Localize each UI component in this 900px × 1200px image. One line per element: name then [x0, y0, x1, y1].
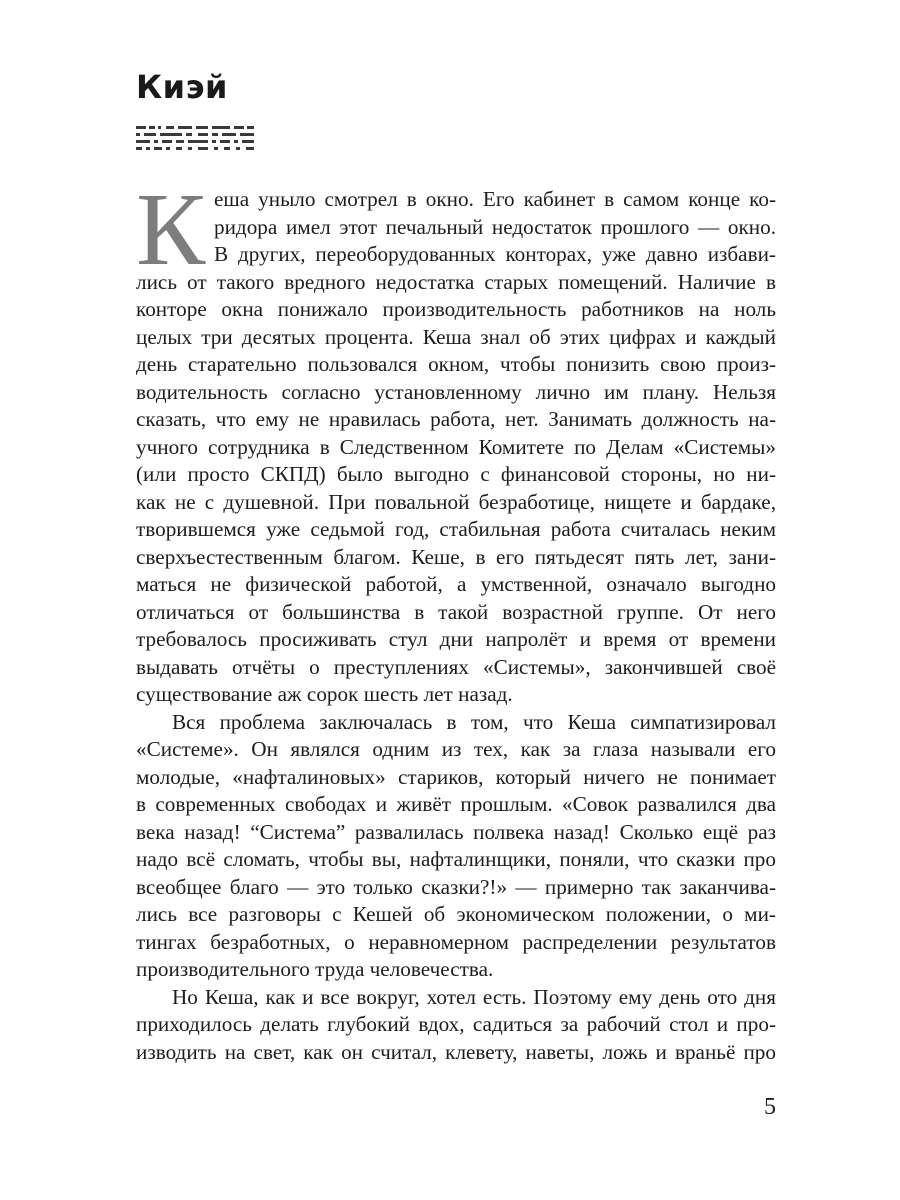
text-line: учного сотрудника в Следственном Комитете по Делам «Системы» [136, 434, 776, 459]
body-text [136, 186, 776, 1066]
text-line: (или просто СКПД) было выгодно с финансовой стороны, но ни- [136, 462, 776, 486]
text-line: производительного труда человечества. [136, 957, 494, 981]
drop-cap: К [136, 172, 206, 287]
text-line: целых три десятых процента. Кеша знал об этих цифрах и каждый [136, 324, 776, 349]
text-line: «Системе». Он являлся одним из тех, как за глаза называли его [136, 737, 776, 761]
text-line: требовалось просиживать стул дни напролёт и время от времени [136, 627, 776, 651]
paragraph-2 [136, 709, 776, 984]
text-line: выдавать отчёты о преступлениях «Системы», закончившей своё [136, 654, 776, 679]
text-line: надо всё сломать, чтобы вы, нафталинщики, поняли, что сказки про [136, 847, 776, 871]
text-line: маться не физической работой, а умственной, означало выгодно [136, 572, 776, 596]
text-line: в современных свободах и живёт прошлым. «Совок развалился два [136, 792, 776, 816]
text-line: как не с душевной. При повальной безработице, нищете и бардаке, [136, 489, 776, 514]
text-line: сверхъестественным благом. Кеше, в его пятьдесят пять лет, зани- [136, 544, 776, 569]
paragraph-3 [136, 984, 776, 1067]
text-line: творившемся уже седьмой год, стабильная работа считалась неким [136, 517, 776, 541]
text-line: лись все разговоры с Кешей об экономическом положении, о ми- [136, 902, 776, 926]
text-line: приходилось делать глубокий вдох, садиться за рабочий стол и про- [136, 1012, 776, 1036]
text-line: века назад! “Система” развалилась полвека назад! Сколько ещё раз [136, 819, 776, 844]
text-line: конторе окна понижало производительность работников на ноль [136, 297, 776, 321]
text-line: существование аж сорок шесть лет назад. [136, 682, 513, 706]
text-line: водительность согласно установленному лично им плану. Нельзя [136, 379, 776, 404]
ornament-icon [136, 126, 254, 150]
text-line: еша уныло смотрел в окно. Его кабинет в самом конце ко- [214, 187, 776, 211]
text-line: Но Кеша, как и все вокруг, хотел есть. Поэтому ему день ото дня [172, 984, 776, 1009]
text-line: сказать, что ему не нравилась работа, нет. Занимать должность на- [136, 407, 776, 431]
page-number: 5 [764, 1094, 776, 1120]
text-line: тингах безработных, о неравномерном распределении результатов [136, 929, 776, 954]
text-line: отличаться от большинства в такой возрастной группе. От него [136, 599, 776, 624]
text-line: день старательно пользовался окном, чтобы понизить свою произ- [136, 352, 776, 376]
text-line: Вся проблема заключалась в том, что Кеша симпатизировал [172, 709, 776, 734]
paragraph-1 [136, 186, 776, 709]
text-line: лись от такого вредного недостатка старых помещений. Наличие в [136, 269, 776, 294]
text-line: молодые, «нафталиновых» стариков, который ничего не понимает [136, 764, 776, 789]
text-line: ридора имел этот печальный недостаток прошлого — окно. [214, 214, 776, 239]
text-line: изводить на свет, как он считал, клевету, наветы, ложь и враньё про [136, 1039, 776, 1064]
text-line: В других, переоборудованных конторах, уже давно избави- [214, 242, 776, 266]
chapter-title: Киэй [136, 68, 228, 106]
text-line: всеобщее благо — это только сказки?!» — примерно так заканчива- [136, 874, 776, 899]
